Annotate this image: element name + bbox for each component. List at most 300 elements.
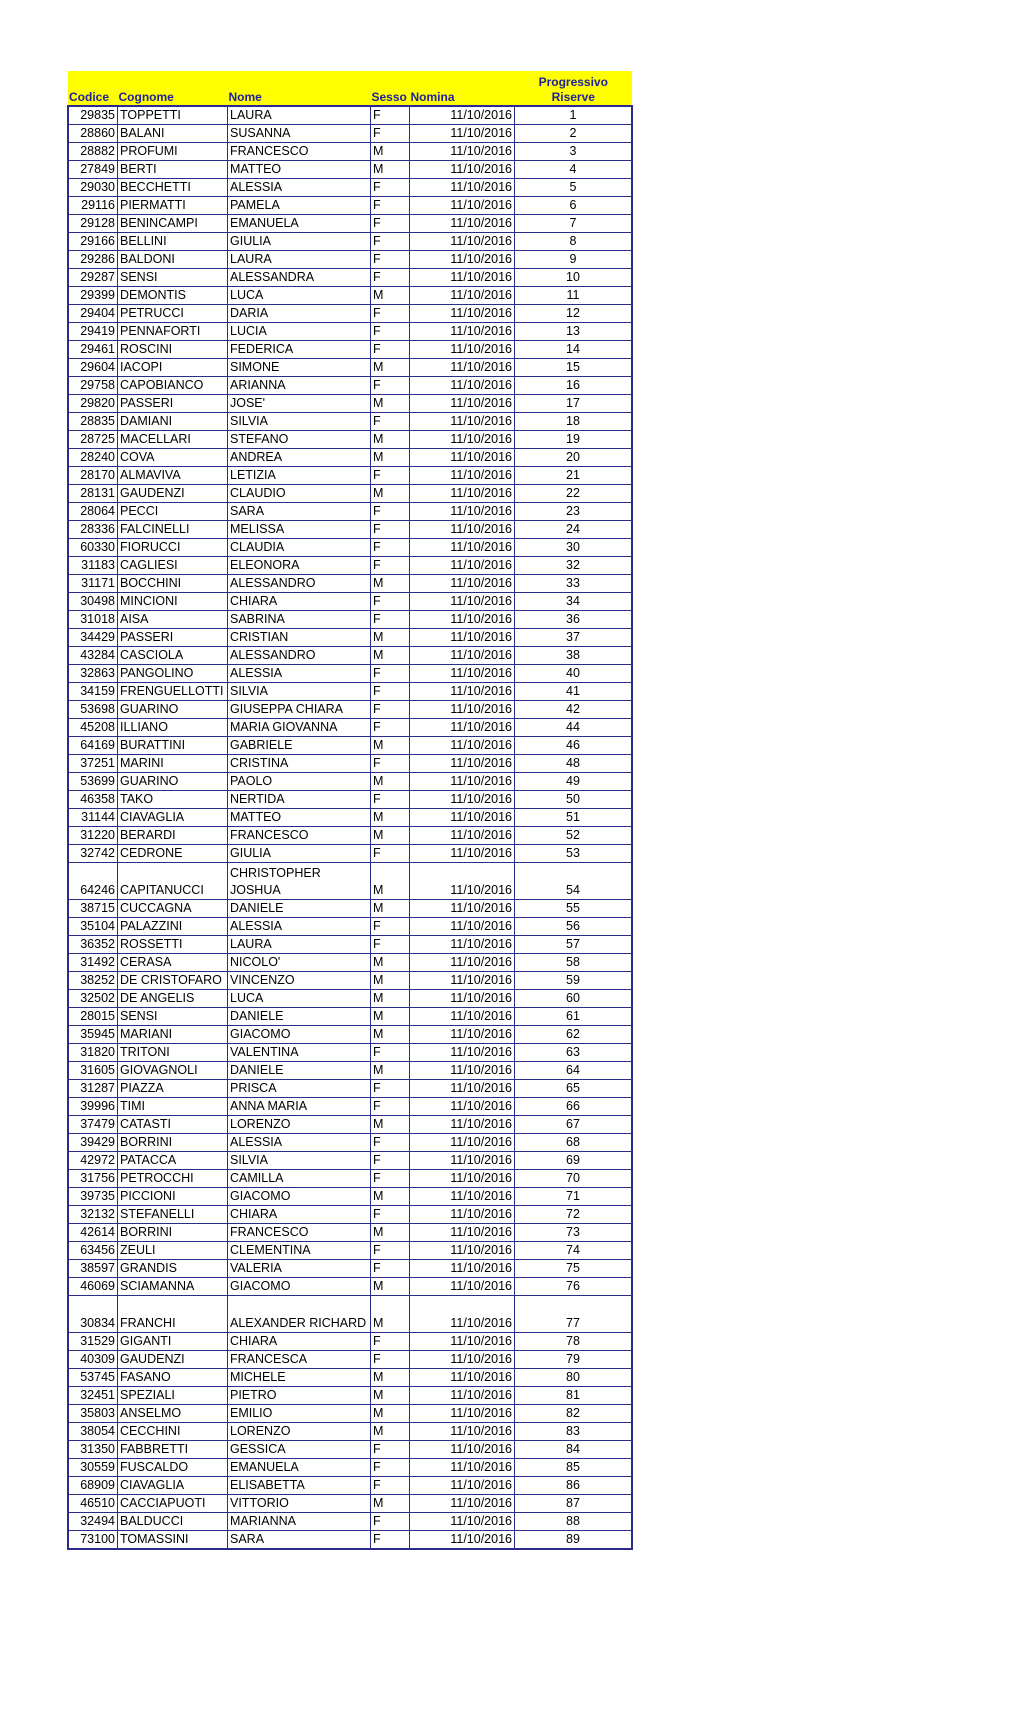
cell-codice: 29286 bbox=[68, 251, 118, 269]
cell-nome: FRANCESCO bbox=[228, 143, 371, 161]
cell-cognome: FALCINELLI bbox=[118, 521, 228, 539]
cell-codice: 37479 bbox=[68, 1116, 118, 1134]
cell-progressivo: 84 bbox=[515, 1441, 633, 1459]
cell-nomina: 11/10/2016 bbox=[410, 719, 515, 737]
cell-nomina: 11/10/2016 bbox=[410, 809, 515, 827]
cell-cognome: FRANCHI bbox=[118, 1296, 228, 1333]
cell-cognome: CECCHINI bbox=[118, 1423, 228, 1441]
cell-nome: LUCA bbox=[228, 287, 371, 305]
cell-nomina: 11/10/2016 bbox=[410, 1459, 515, 1477]
table-row bbox=[68, 395, 632, 413]
cell-nome: ANDREA bbox=[228, 449, 371, 467]
cell-nome: PIETRO bbox=[228, 1387, 371, 1405]
table-row bbox=[68, 845, 632, 863]
cell-codice: 28860 bbox=[68, 125, 118, 143]
cell-nome: CHIARA bbox=[228, 1206, 371, 1224]
table-row bbox=[68, 251, 632, 269]
table-row bbox=[68, 449, 632, 467]
cell-progressivo: 30 bbox=[515, 539, 633, 557]
cell-nomina: 11/10/2016 bbox=[410, 1062, 515, 1080]
cell-nome: GIUSEPPA CHIARA bbox=[228, 701, 371, 719]
cell-sesso: M bbox=[371, 1116, 410, 1134]
table-row bbox=[68, 773, 632, 791]
cell-sesso: M bbox=[371, 1369, 410, 1387]
cell-codice: 28240 bbox=[68, 449, 118, 467]
cell-codice: 40309 bbox=[68, 1351, 118, 1369]
cell-sesso: F bbox=[371, 233, 410, 251]
cell-cognome: ALMAVIVA bbox=[118, 467, 228, 485]
cell-nomina: 11/10/2016 bbox=[410, 575, 515, 593]
table-row bbox=[68, 1062, 632, 1080]
cell-cognome: BENINCAMPI bbox=[118, 215, 228, 233]
table-row bbox=[68, 1387, 632, 1405]
cell-nomina: 11/10/2016 bbox=[410, 1170, 515, 1188]
table-row bbox=[68, 665, 632, 683]
cell-codice: 31144 bbox=[68, 809, 118, 827]
cell-nomina: 11/10/2016 bbox=[410, 485, 515, 503]
cell-progressivo: 88 bbox=[515, 1513, 633, 1531]
cell-codice: 43284 bbox=[68, 647, 118, 665]
cell-nomina: 11/10/2016 bbox=[410, 1008, 515, 1026]
cell-cognome: AISA bbox=[118, 611, 228, 629]
cell-nome: CAMILLA bbox=[228, 1170, 371, 1188]
table-row bbox=[68, 233, 632, 251]
cell-nomina: 11/10/2016 bbox=[410, 557, 515, 575]
cell-nomina: 11/10/2016 bbox=[410, 737, 515, 755]
cell-codice: 29116 bbox=[68, 197, 118, 215]
table-row bbox=[68, 557, 632, 575]
table-row bbox=[68, 1405, 632, 1423]
cell-nomina: 11/10/2016 bbox=[410, 1333, 515, 1351]
cell-nomina: 11/10/2016 bbox=[410, 918, 515, 936]
cell-codice: 29404 bbox=[68, 305, 118, 323]
cell-nome: PAOLO bbox=[228, 773, 371, 791]
cell-nome: EMILIO bbox=[228, 1405, 371, 1423]
cell-sesso: M bbox=[371, 629, 410, 647]
cell-progressivo: 4 bbox=[515, 161, 633, 179]
cell-nomina: 11/10/2016 bbox=[410, 305, 515, 323]
cell-cognome: BALANI bbox=[118, 125, 228, 143]
table-row bbox=[68, 683, 632, 701]
cell-sesso: F bbox=[371, 125, 410, 143]
table-row bbox=[68, 647, 632, 665]
cell-nome: PRISCA bbox=[228, 1080, 371, 1098]
table-row bbox=[68, 287, 632, 305]
cell-codice: 63456 bbox=[68, 1242, 118, 1260]
cell-progressivo: 80 bbox=[515, 1369, 633, 1387]
cell-sesso: F bbox=[371, 683, 410, 701]
cell-progressivo: 58 bbox=[515, 954, 633, 972]
cell-codice: 35945 bbox=[68, 1026, 118, 1044]
table-row bbox=[68, 900, 632, 918]
cell-sesso: F bbox=[371, 845, 410, 863]
cell-nomina: 11/10/2016 bbox=[410, 106, 515, 125]
cell-sesso: F bbox=[371, 936, 410, 954]
cell-codice: 42614 bbox=[68, 1224, 118, 1242]
cell-cognome: DAMIANI bbox=[118, 413, 228, 431]
cell-codice: 29835 bbox=[68, 106, 118, 125]
cell-sesso: M bbox=[371, 1026, 410, 1044]
cell-progressivo: 50 bbox=[515, 791, 633, 809]
cell-progressivo: 18 bbox=[515, 413, 633, 431]
cell-cognome: MARINI bbox=[118, 755, 228, 773]
cell-nome: GIACOMO bbox=[228, 1026, 371, 1044]
header-row bbox=[68, 71, 632, 106]
cell-nomina: 11/10/2016 bbox=[410, 467, 515, 485]
table-row bbox=[68, 1477, 632, 1495]
cell-nomina: 11/10/2016 bbox=[410, 521, 515, 539]
cell-sesso: F bbox=[371, 539, 410, 557]
cell-codice: 53698 bbox=[68, 701, 118, 719]
cell-codice: 29461 bbox=[68, 341, 118, 359]
table-row bbox=[68, 1152, 632, 1170]
cell-cognome: SENSI bbox=[118, 269, 228, 287]
cell-nomina: 11/10/2016 bbox=[410, 1531, 515, 1550]
cell-nome: LAURA bbox=[228, 936, 371, 954]
cell-cognome: TOPPETTI bbox=[118, 106, 228, 125]
cell-progressivo: 42 bbox=[515, 701, 633, 719]
cell-cognome: CAPOBIANCO bbox=[118, 377, 228, 395]
cell-sesso: M bbox=[371, 647, 410, 665]
cell-nomina: 11/10/2016 bbox=[410, 827, 515, 845]
cell-cognome: GAUDENZI bbox=[118, 1351, 228, 1369]
cell-nomina: 11/10/2016 bbox=[410, 251, 515, 269]
cell-cognome: SCIAMANNA bbox=[118, 1278, 228, 1296]
cell-codice: 34429 bbox=[68, 629, 118, 647]
cell-codice: 29287 bbox=[68, 269, 118, 287]
table-row bbox=[68, 521, 632, 539]
cell-sesso: M bbox=[371, 809, 410, 827]
cell-sesso: F bbox=[371, 1242, 410, 1260]
table-row bbox=[68, 1441, 632, 1459]
cell-nomina: 11/10/2016 bbox=[410, 1477, 515, 1495]
table-row bbox=[68, 827, 632, 845]
cell-cognome: CAPITANUCCI bbox=[118, 863, 228, 900]
cell-nome: SIMONE bbox=[228, 359, 371, 377]
cell-nome: MELISSA bbox=[228, 521, 371, 539]
cell-codice: 42972 bbox=[68, 1152, 118, 1170]
cell-codice: 31820 bbox=[68, 1044, 118, 1062]
cell-codice: 31220 bbox=[68, 827, 118, 845]
cell-sesso: F bbox=[371, 323, 410, 341]
cell-progressivo: 61 bbox=[515, 1008, 633, 1026]
cell-sesso: F bbox=[371, 269, 410, 287]
cell-nome: VALERIA bbox=[228, 1260, 371, 1278]
cell-cognome: GIOVAGNOLI bbox=[118, 1062, 228, 1080]
cell-codice: 36352 bbox=[68, 936, 118, 954]
cell-codice: 38054 bbox=[68, 1423, 118, 1441]
table-row bbox=[68, 1026, 632, 1044]
cell-cognome: MARIANI bbox=[118, 1026, 228, 1044]
cell-nomina: 11/10/2016 bbox=[410, 1134, 515, 1152]
table-row bbox=[68, 1008, 632, 1026]
cell-cognome: BECCHETTI bbox=[118, 179, 228, 197]
cell-nome: SARA bbox=[228, 503, 371, 521]
header-nomina: Nomina bbox=[410, 71, 515, 106]
cell-progressivo: 2 bbox=[515, 125, 633, 143]
cell-codice: 37251 bbox=[68, 755, 118, 773]
cell-nome: FRANCESCA bbox=[228, 1351, 371, 1369]
cell-codice: 38715 bbox=[68, 900, 118, 918]
cell-nome: LUCA bbox=[228, 990, 371, 1008]
cell-nome: LAURA bbox=[228, 106, 371, 125]
cell-nome: JOSE' bbox=[228, 395, 371, 413]
cell-nomina: 11/10/2016 bbox=[410, 791, 515, 809]
cell-sesso: F bbox=[371, 106, 410, 125]
cell-codice: 29399 bbox=[68, 287, 118, 305]
cell-cognome: CEDRONE bbox=[118, 845, 228, 863]
cell-progressivo: 36 bbox=[515, 611, 633, 629]
table-row bbox=[68, 593, 632, 611]
cell-cognome: BELLINI bbox=[118, 233, 228, 251]
header-progressivo-line1: Progressivo bbox=[538, 75, 608, 89]
cell-nomina: 11/10/2016 bbox=[410, 197, 515, 215]
table-row bbox=[68, 1296, 632, 1333]
cell-sesso: F bbox=[371, 1333, 410, 1351]
cell-nome: EMANUELA bbox=[228, 1459, 371, 1477]
header-codice: Codice bbox=[68, 71, 118, 106]
cell-nome: GIACOMO bbox=[228, 1188, 371, 1206]
cell-progressivo: 9 bbox=[515, 251, 633, 269]
cell-progressivo: 81 bbox=[515, 1387, 633, 1405]
cell-progressivo: 66 bbox=[515, 1098, 633, 1116]
cell-cognome: CACCIAPUOTI bbox=[118, 1495, 228, 1513]
cell-sesso: F bbox=[371, 791, 410, 809]
cell-sesso: F bbox=[371, 1260, 410, 1278]
cell-progressivo: 32 bbox=[515, 557, 633, 575]
cell-nomina: 11/10/2016 bbox=[410, 593, 515, 611]
cell-sesso: M bbox=[371, 1278, 410, 1296]
cell-nome: DANIELE bbox=[228, 900, 371, 918]
cell-sesso: F bbox=[371, 1044, 410, 1062]
cell-codice: 30834 bbox=[68, 1296, 118, 1333]
cell-nomina: 11/10/2016 bbox=[410, 125, 515, 143]
table-row bbox=[68, 377, 632, 395]
cell-codice: 32742 bbox=[68, 845, 118, 863]
cell-codice: 46358 bbox=[68, 791, 118, 809]
cell-codice: 29128 bbox=[68, 215, 118, 233]
cell-nomina: 11/10/2016 bbox=[410, 773, 515, 791]
table-row bbox=[68, 863, 632, 900]
cell-sesso: F bbox=[371, 593, 410, 611]
cell-codice: 68909 bbox=[68, 1477, 118, 1495]
table-row bbox=[68, 1351, 632, 1369]
cell-nome: PAMELA bbox=[228, 197, 371, 215]
table-row bbox=[68, 269, 632, 287]
cell-nomina: 11/10/2016 bbox=[410, 954, 515, 972]
cell-cognome: PECCI bbox=[118, 503, 228, 521]
cell-sesso: M bbox=[371, 287, 410, 305]
cell-progressivo: 56 bbox=[515, 918, 633, 936]
cell-progressivo: 37 bbox=[515, 629, 633, 647]
cell-progressivo: 15 bbox=[515, 359, 633, 377]
cell-nomina: 11/10/2016 bbox=[410, 1441, 515, 1459]
cell-nomina: 11/10/2016 bbox=[410, 413, 515, 431]
cell-nome: MARIANNA bbox=[228, 1513, 371, 1531]
cell-nomina: 11/10/2016 bbox=[410, 1387, 515, 1405]
cell-codice: 31287 bbox=[68, 1080, 118, 1098]
cell-progressivo: 44 bbox=[515, 719, 633, 737]
cell-cognome: SENSI bbox=[118, 1008, 228, 1026]
table-row bbox=[68, 539, 632, 557]
cell-cognome: PASSERI bbox=[118, 629, 228, 647]
cell-nome: ALESSIA bbox=[228, 918, 371, 936]
cell-codice: 31529 bbox=[68, 1333, 118, 1351]
cell-nome: GABRIELE bbox=[228, 737, 371, 755]
cell-progressivo: 70 bbox=[515, 1170, 633, 1188]
cell-sesso: F bbox=[371, 1513, 410, 1531]
cell-progressivo: 6 bbox=[515, 197, 633, 215]
cell-nome: ALESSIA bbox=[228, 1134, 371, 1152]
cell-codice: 28064 bbox=[68, 503, 118, 521]
cell-sesso: M bbox=[371, 972, 410, 990]
cell-codice: 38252 bbox=[68, 972, 118, 990]
cell-sesso: M bbox=[371, 1296, 410, 1333]
cell-nomina: 11/10/2016 bbox=[410, 990, 515, 1008]
cell-nomina: 11/10/2016 bbox=[410, 287, 515, 305]
cell-nomina: 11/10/2016 bbox=[410, 1260, 515, 1278]
cell-nome: ELEONORA bbox=[228, 557, 371, 575]
cell-codice: 64246 bbox=[68, 863, 118, 900]
cell-codice: 29166 bbox=[68, 233, 118, 251]
cell-cognome: CATASTI bbox=[118, 1116, 228, 1134]
table-row bbox=[68, 1116, 632, 1134]
header-cognome: Cognome bbox=[118, 71, 228, 106]
cell-codice: 28835 bbox=[68, 413, 118, 431]
cell-nome: SILVIA bbox=[228, 683, 371, 701]
cell-nome: ARIANNA bbox=[228, 377, 371, 395]
cell-nomina: 11/10/2016 bbox=[410, 341, 515, 359]
cell-progressivo: 33 bbox=[515, 575, 633, 593]
cell-progressivo: 55 bbox=[515, 900, 633, 918]
cell-sesso: F bbox=[371, 251, 410, 269]
cell-nome: GIULIA bbox=[228, 845, 371, 863]
table-row bbox=[68, 467, 632, 485]
cell-nomina: 11/10/2016 bbox=[410, 1405, 515, 1423]
cell-codice: 28725 bbox=[68, 431, 118, 449]
cell-progressivo: 79 bbox=[515, 1351, 633, 1369]
cell-nomina: 11/10/2016 bbox=[410, 1495, 515, 1513]
cell-nome: CRISTINA bbox=[228, 755, 371, 773]
table-row bbox=[68, 215, 632, 233]
cell-cognome: ILLIANO bbox=[118, 719, 228, 737]
cell-codice: 32863 bbox=[68, 665, 118, 683]
cell-cognome: CUCCAGNA bbox=[118, 900, 228, 918]
cell-sesso: M bbox=[371, 863, 410, 900]
table-row bbox=[68, 575, 632, 593]
cell-codice: 35803 bbox=[68, 1405, 118, 1423]
cell-nome: MATTEO bbox=[228, 161, 371, 179]
cell-codice: 38597 bbox=[68, 1260, 118, 1278]
cell-nomina: 11/10/2016 bbox=[410, 377, 515, 395]
cell-cognome: PANGOLINO bbox=[118, 665, 228, 683]
cell-nomina: 11/10/2016 bbox=[410, 701, 515, 719]
cell-codice: 45208 bbox=[68, 719, 118, 737]
cell-progressivo: 40 bbox=[515, 665, 633, 683]
header-sesso: Sesso bbox=[371, 71, 410, 106]
cell-codice: 27849 bbox=[68, 161, 118, 179]
cell-nome: GIACOMO bbox=[228, 1278, 371, 1296]
cell-sesso: F bbox=[371, 1098, 410, 1116]
cell-cognome: BURATTINI bbox=[118, 737, 228, 755]
cell-sesso: F bbox=[371, 503, 410, 521]
table-row bbox=[68, 1459, 632, 1477]
header-progressivo-line2: Riserve bbox=[551, 90, 595, 104]
cell-progressivo: 65 bbox=[515, 1080, 633, 1098]
cell-nomina: 11/10/2016 bbox=[410, 179, 515, 197]
cell-cognome: GUARINO bbox=[118, 773, 228, 791]
cell-nomina: 11/10/2016 bbox=[410, 1351, 515, 1369]
cell-sesso: M bbox=[371, 1224, 410, 1242]
cell-nomina: 11/10/2016 bbox=[410, 972, 515, 990]
cell-cognome: TAKO bbox=[118, 791, 228, 809]
cell-nomina: 11/10/2016 bbox=[410, 161, 515, 179]
cell-progressivo: 83 bbox=[515, 1423, 633, 1441]
cell-codice: 73100 bbox=[68, 1531, 118, 1550]
cell-progressivo: 77 bbox=[515, 1296, 633, 1333]
cell-nomina: 11/10/2016 bbox=[410, 323, 515, 341]
table-row bbox=[68, 737, 632, 755]
cell-nomina: 11/10/2016 bbox=[410, 1188, 515, 1206]
cell-sesso: F bbox=[371, 377, 410, 395]
cell-nomina: 11/10/2016 bbox=[410, 1116, 515, 1134]
table-body bbox=[68, 106, 632, 1549]
cell-nome: ANNA MARIA bbox=[228, 1098, 371, 1116]
cell-codice: 35104 bbox=[68, 918, 118, 936]
cell-cognome: FIORUCCI bbox=[118, 539, 228, 557]
cell-sesso: M bbox=[371, 954, 410, 972]
cell-cognome: FASANO bbox=[118, 1369, 228, 1387]
cell-cognome: DE CRISTOFARO bbox=[118, 972, 228, 990]
cell-progressivo: 63 bbox=[515, 1044, 633, 1062]
cell-nome: CHIARA bbox=[228, 593, 371, 611]
cell-nomina: 11/10/2016 bbox=[410, 215, 515, 233]
cell-cognome: TIMI bbox=[118, 1098, 228, 1116]
cell-progressivo: 24 bbox=[515, 521, 633, 539]
table-row bbox=[68, 1333, 632, 1351]
cell-nome: SABRINA bbox=[228, 611, 371, 629]
table-row bbox=[68, 161, 632, 179]
cell-sesso: F bbox=[371, 521, 410, 539]
cell-nome: LORENZO bbox=[228, 1423, 371, 1441]
cell-nomina: 11/10/2016 bbox=[410, 611, 515, 629]
cell-cognome: ROSCINI bbox=[118, 341, 228, 359]
cell-sesso: M bbox=[371, 395, 410, 413]
cell-progressivo: 59 bbox=[515, 972, 633, 990]
cell-cognome: FUSCALDO bbox=[118, 1459, 228, 1477]
cell-nomina: 11/10/2016 bbox=[410, 755, 515, 773]
cell-cognome: PROFUMI bbox=[118, 143, 228, 161]
cell-progressivo: 20 bbox=[515, 449, 633, 467]
table-row bbox=[68, 1531, 632, 1550]
cell-sesso: F bbox=[371, 467, 410, 485]
cell-progressivo: 53 bbox=[515, 845, 633, 863]
cell-cognome: BERARDI bbox=[118, 827, 228, 845]
table-row bbox=[68, 323, 632, 341]
cell-sesso: M bbox=[371, 485, 410, 503]
cell-sesso: F bbox=[371, 918, 410, 936]
table-row bbox=[68, 503, 632, 521]
cell-codice: 31018 bbox=[68, 611, 118, 629]
cell-nome: SARA bbox=[228, 1531, 371, 1550]
cell-progressivo: 89 bbox=[515, 1531, 633, 1550]
cell-progressivo: 73 bbox=[515, 1224, 633, 1242]
cell-sesso: F bbox=[371, 197, 410, 215]
cell-progressivo: 54 bbox=[515, 863, 633, 900]
cell-cognome: CAGLIESI bbox=[118, 557, 228, 575]
cell-codice: 29820 bbox=[68, 395, 118, 413]
cell-codice: 31183 bbox=[68, 557, 118, 575]
